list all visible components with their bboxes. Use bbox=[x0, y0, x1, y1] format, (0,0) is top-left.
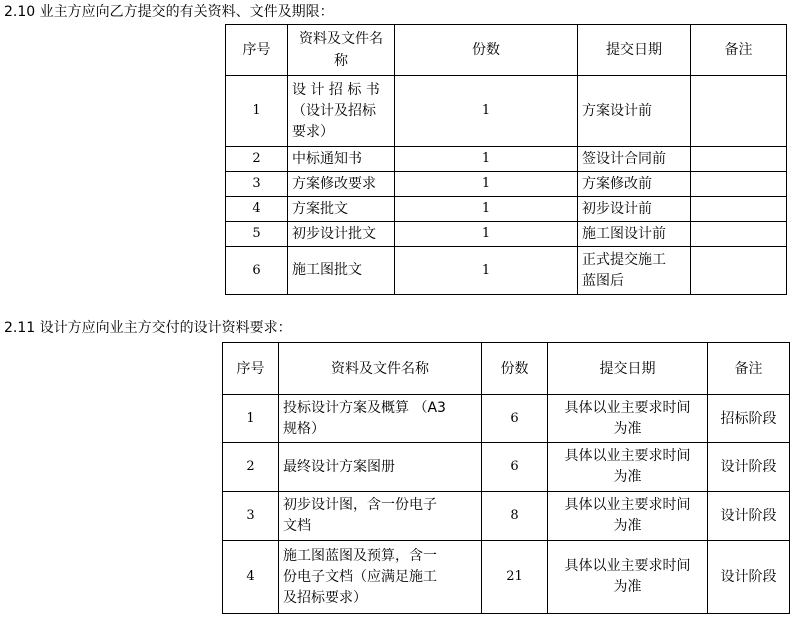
cell-date bbox=[578, 247, 691, 295]
cell-date-line: 具体以业主要求时间 bbox=[564, 399, 691, 416]
cell-name-line: （设计及招标 bbox=[292, 102, 376, 119]
header-name bbox=[288, 25, 395, 76]
cell-name-line: 规格） bbox=[283, 420, 325, 437]
cell-note: 设计阶段 bbox=[708, 541, 790, 614]
cell-date-line: 方案修改前 bbox=[582, 175, 652, 192]
table-row bbox=[223, 395, 790, 443]
cell-name-line: 投标设计方案及概算 （A3 bbox=[283, 399, 446, 416]
table-row bbox=[226, 197, 787, 222]
header-note: 备注 bbox=[691, 25, 787, 76]
cell-date-line: 正式提交施工 bbox=[582, 251, 666, 268]
header-name-line: 资料及文件名 bbox=[299, 31, 383, 47]
cell-name bbox=[288, 222, 395, 247]
cell-no: 1 bbox=[226, 76, 288, 147]
cell-date bbox=[548, 443, 708, 492]
cell-no: 5 bbox=[226, 222, 288, 247]
cell-copies: 21 bbox=[482, 541, 548, 614]
cell-note bbox=[691, 222, 787, 247]
cell-date-line: 具体以业主要求时间 bbox=[564, 558, 691, 574]
designer-deliverables-table bbox=[222, 342, 790, 614]
cell-name-line: 初步设计批文 bbox=[292, 225, 376, 242]
cell-name-line: 方案批文 bbox=[292, 200, 348, 217]
cell-note bbox=[691, 172, 787, 197]
cell-name-line: 中标通知书 bbox=[292, 150, 362, 167]
cell-name bbox=[288, 172, 395, 197]
cell-name-line: 施工图批文 bbox=[292, 262, 362, 278]
cell-name-line: 份电子文档（应满足施工 bbox=[283, 568, 437, 585]
cell-date bbox=[548, 395, 708, 443]
cell-date bbox=[578, 147, 691, 172]
cell-note bbox=[691, 76, 787, 147]
cell-name bbox=[288, 197, 395, 222]
cell-no: 3 bbox=[226, 172, 288, 197]
cell-copies: 8 bbox=[482, 492, 548, 541]
cell-date-line: 施工图设计前 bbox=[582, 225, 666, 242]
cell-date bbox=[578, 222, 691, 247]
cell-date bbox=[578, 197, 691, 222]
header-note: 备注 bbox=[708, 343, 790, 395]
cell-date-line: 蓝图后 bbox=[582, 272, 624, 289]
cell-copies: 6 bbox=[482, 443, 548, 492]
cell-no: 4 bbox=[223, 541, 279, 614]
cell-note bbox=[691, 147, 787, 172]
header-no: 序号 bbox=[223, 343, 279, 395]
cell-name bbox=[288, 147, 395, 172]
cell-name bbox=[288, 247, 395, 295]
cell-date-line: 为准 bbox=[613, 469, 642, 485]
table-row bbox=[223, 492, 790, 541]
cell-name bbox=[279, 492, 482, 541]
cell-date-line: 为准 bbox=[613, 579, 642, 595]
cell-date-line: 具体以业主要求时间 bbox=[564, 497, 691, 513]
cell-date-line: 签设计合同前 bbox=[582, 150, 666, 167]
cell-name-line: 方案修改要求 bbox=[292, 175, 376, 192]
cell-name-line: 及招标要求） bbox=[283, 589, 367, 606]
cell-note: 设计阶段 bbox=[708, 492, 790, 541]
cell-name bbox=[279, 541, 482, 614]
cell-no: 2 bbox=[226, 147, 288, 172]
cell-date-line: 具体以业主要求时间 bbox=[564, 448, 691, 464]
cell-name-line: 要求） bbox=[292, 123, 334, 140]
table-row bbox=[226, 172, 787, 197]
table-row bbox=[226, 147, 787, 172]
cell-no: 2 bbox=[223, 443, 279, 492]
cell-date bbox=[548, 541, 708, 614]
cell-copies: 6 bbox=[482, 395, 548, 443]
client-documents-body bbox=[226, 25, 787, 295]
cell-note bbox=[691, 247, 787, 295]
header-copies: 份数 bbox=[395, 25, 578, 76]
cell-name bbox=[288, 76, 395, 147]
header-no: 序号 bbox=[226, 25, 288, 76]
cell-name-line: 施工图蓝图及预算，含一 bbox=[283, 547, 437, 564]
cell-copies: 1 bbox=[395, 222, 578, 247]
cell-copies: 1 bbox=[395, 172, 578, 197]
cell-name-line: 最终设计方案图册 bbox=[283, 458, 395, 475]
cell-copies: 1 bbox=[395, 197, 578, 222]
header-name-line: 称 bbox=[334, 53, 348, 69]
header-date: 提交日期 bbox=[548, 343, 708, 395]
cell-date bbox=[578, 76, 691, 147]
designer-deliverables-body bbox=[223, 343, 790, 614]
cell-copies: 1 bbox=[395, 147, 578, 172]
cell-copies: 1 bbox=[395, 247, 578, 295]
cell-note bbox=[691, 197, 787, 222]
cell-name bbox=[279, 443, 482, 492]
table-row bbox=[226, 247, 787, 295]
section-heading-2-10: 2.10 业主方应向乙方提交的有关资料、文件及期限： bbox=[4, 4, 334, 20]
cell-no: 4 bbox=[226, 197, 288, 222]
cell-no: 1 bbox=[223, 395, 279, 443]
cell-no: 3 bbox=[223, 492, 279, 541]
cell-date-line: 方案设计前 bbox=[582, 102, 652, 119]
section-heading-2-11: 2.11 设计方应向业主方交付的设计资料要求： bbox=[4, 320, 292, 336]
cell-name bbox=[279, 395, 482, 443]
table-row bbox=[226, 76, 787, 147]
table-row bbox=[223, 443, 790, 492]
cell-copies: 1 bbox=[395, 76, 578, 147]
cell-date bbox=[548, 492, 708, 541]
cell-date-line: 为准 bbox=[613, 518, 642, 534]
header-date: 提交日期 bbox=[578, 25, 691, 76]
cell-name-line: 初步设计图，含一份电子 bbox=[283, 497, 437, 513]
cell-name-line: 设 计 招 标 书 bbox=[292, 81, 380, 98]
cell-note: 设计阶段 bbox=[708, 443, 790, 492]
cell-date-line: 初步设计前 bbox=[582, 200, 652, 217]
header-copies: 份数 bbox=[482, 343, 548, 395]
cell-date-line: 为准 bbox=[613, 420, 642, 437]
table-header-row bbox=[223, 343, 790, 395]
client-documents-table bbox=[225, 24, 787, 295]
cell-no: 6 bbox=[226, 247, 288, 295]
cell-name-line: 文档 bbox=[283, 518, 311, 534]
table-header-row bbox=[226, 25, 787, 76]
cell-note: 招标阶段 bbox=[708, 395, 790, 443]
header-name: 资料及文件名称 bbox=[279, 343, 482, 395]
table-row bbox=[226, 222, 787, 247]
cell-date bbox=[578, 172, 691, 197]
table-row bbox=[223, 541, 790, 614]
